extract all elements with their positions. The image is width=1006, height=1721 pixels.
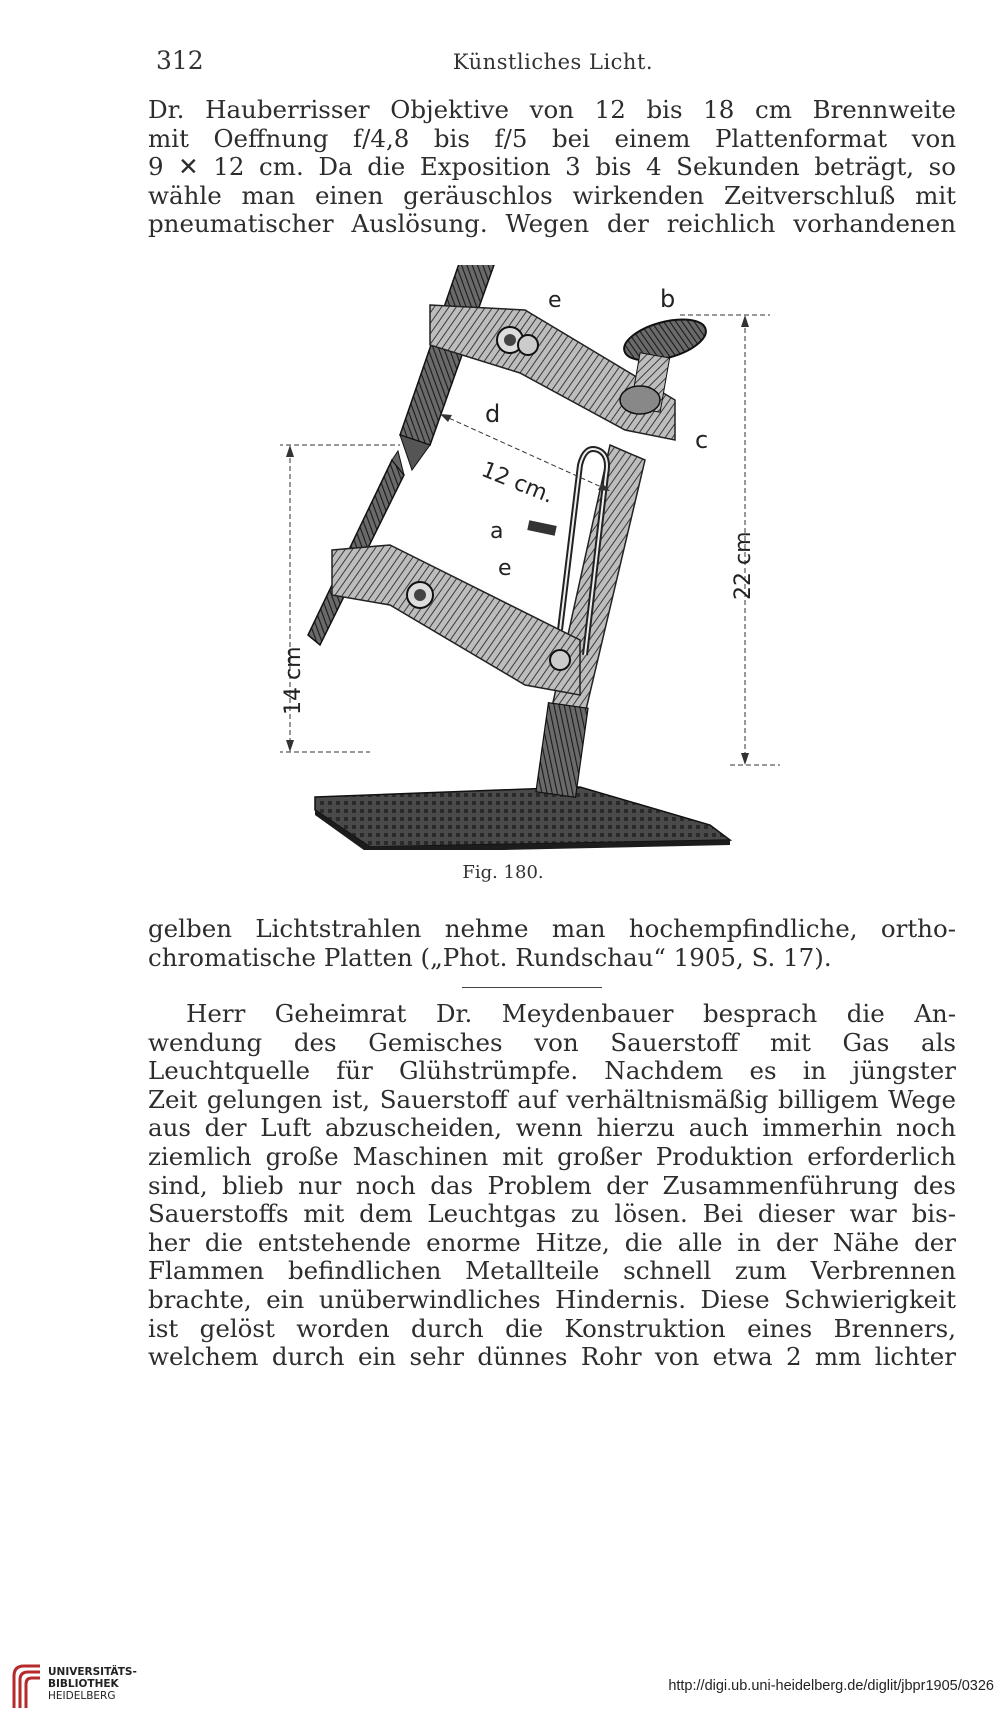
text-line: Leuchtquelle für Glühstrümpfe. Nachdem es in jüngster	[148, 1056, 956, 1086]
label-12cm: 12 cm.	[477, 457, 558, 509]
arrow-down-icon	[286, 740, 294, 752]
text-line: her die entstehende enorme Hitze, die alle in der Nähe der	[148, 1227, 956, 1257]
section-divider	[462, 987, 602, 988]
screw-upper-2	[518, 335, 538, 355]
running-head: Künstliches Licht.	[452, 50, 654, 74]
paragraph-2	[148, 915, 956, 972]
label-22cm: 22 cm	[731, 531, 756, 600]
knob-a	[527, 520, 556, 536]
screw-e-lower-center	[414, 589, 426, 601]
text-line: mit Oeffnung f/4,8 bis f/5 bei einem Plattenformat von	[148, 123, 956, 153]
library-name	[48, 1666, 137, 1702]
text-line: welchem durch ein sehr dünnes Rohr von etwa 2 mm lichter	[148, 1342, 956, 1372]
label-d: d	[485, 400, 501, 428]
screw-e-upper-center	[504, 334, 516, 346]
text-line: chromatische Platten („Phot. Rundschau“ 1905, S. 17).	[148, 942, 832, 972]
library-logo	[10, 1662, 150, 1712]
source-url[interactable]: http://digi.ub.uni-heidelberg.de/diglit/jbpr1905/0326	[668, 1678, 994, 1694]
text-line: Herr Geheimrat Dr. Meydenbauer besprach die An-	[186, 999, 956, 1028]
text-line: aus der Luft abzuscheiden, wenn hierzu auch immerhin noch	[148, 1113, 956, 1143]
paragraph-3	[148, 1000, 956, 1372]
lower-arm	[332, 545, 580, 695]
arrow-left-icon	[440, 414, 452, 422]
column-foot	[536, 703, 588, 798]
clamp-c	[620, 386, 660, 414]
label-14cm: 14 cm	[281, 646, 306, 715]
text-line: gelben Lichtstrahlen nehme man hochempfindliche, ortho-	[148, 914, 956, 943]
paragraph-1	[148, 96, 956, 239]
label-c: c	[695, 426, 709, 454]
text-line: wähle man einen geräuschlos wirkenden Zeitverschluß mit	[148, 180, 956, 210]
label-a: a	[490, 519, 504, 544]
label-b: b	[660, 285, 676, 313]
text-line: ziemlich große Maschinen mit großer Produktion erforderlich	[148, 1141, 956, 1171]
screw-lower-2	[550, 650, 570, 670]
logo-line: BIBLIOTHEK	[48, 1678, 119, 1690]
text-line: Dr. Hauberrisser Objektive von 12 bis 18 cm Brennweite	[148, 95, 956, 124]
text-line: sind, blieb nur noch das Problem der Zusammenführung des	[148, 1170, 956, 1200]
text-line: ist gelöst worden durch die Konstruktion eines Brenners,	[148, 1313, 956, 1343]
text-line: wendung des Gemisches von Sauerstoff mit Gas als	[148, 1027, 956, 1057]
page-number: 312	[156, 46, 204, 75]
label-e-upper: e	[548, 288, 562, 313]
text-line: 9 ✕ 12 cm. Da die Exposition 3 bis 4 Sekunden beträgt, so	[148, 152, 956, 182]
arrow-down-icon	[741, 753, 749, 765]
figure-caption: Fig. 180.	[462, 862, 544, 883]
label-e-lower: e	[498, 556, 512, 581]
arrow-up-icon	[741, 315, 749, 327]
logo-line: HEIDELBERG	[48, 1690, 116, 1702]
logo-line: UNIVERSITÄTS-	[48, 1666, 137, 1678]
text-line: Sauerstoffs mit dem Leuchtgas zu lösen. Bei dieser war bis-	[148, 1199, 956, 1229]
library-emblem-icon	[10, 1662, 44, 1712]
text-line: pneumatischer Auslösung. Wegen der reichlich vorhandenen	[148, 209, 956, 239]
text-line: Flammen befindlichen Metallteile schnell zum Verbrennen	[148, 1256, 956, 1286]
apparatus-illustration	[280, 265, 850, 850]
base-plate	[315, 787, 730, 847]
text-line: Zeit gelungen ist, Sauerstoff auf verhältnismäßig billigem Wege	[148, 1084, 956, 1114]
page-header	[148, 46, 958, 80]
arrow-up-icon	[286, 445, 294, 457]
text-line: brachte, ein unüberwindliches Hindernis. Diese Schwierigkeit	[148, 1284, 956, 1314]
